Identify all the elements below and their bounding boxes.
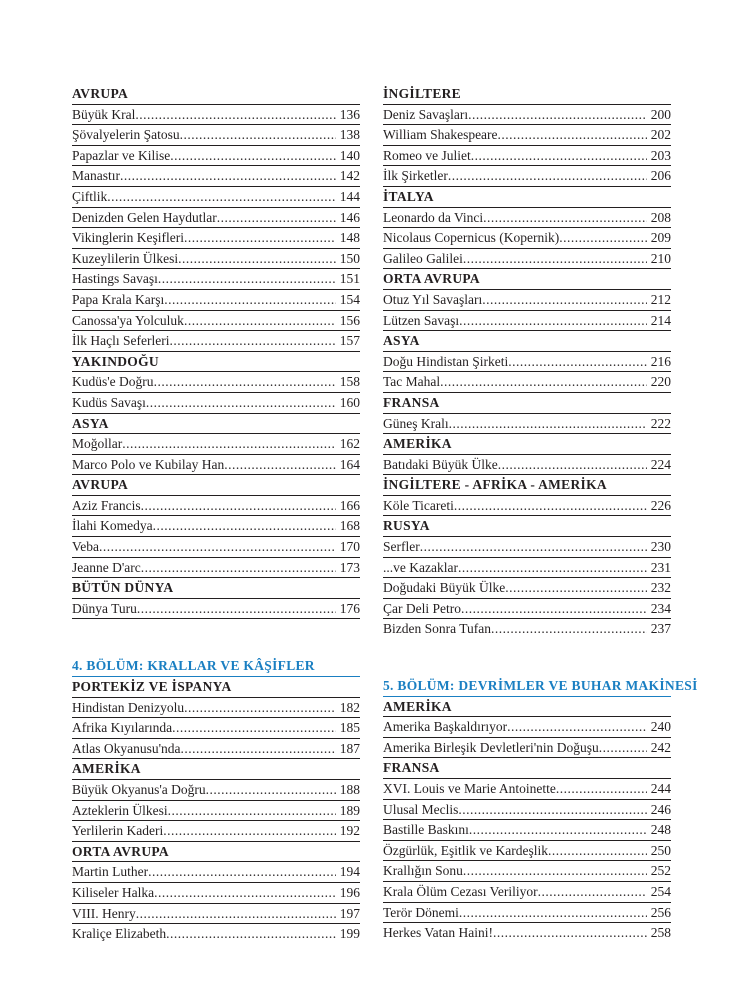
entry-title: Amerika Birleşik Devletleri'nin Doğuşu (383, 739, 599, 755)
entry-title: Serfler (383, 539, 420, 555)
toc-entry[interactable] (72, 187, 360, 208)
entry-title: Afrika Kıyılarında (72, 720, 173, 736)
entry-title: Aziz Francis (72, 497, 141, 513)
entry-page-number: 170 (339, 539, 360, 555)
entry-page-number: 150 (339, 250, 360, 266)
entry-page-number: 157 (339, 333, 360, 349)
dot-leader (420, 537, 647, 557)
entry-title: William Shakespeare (383, 127, 498, 143)
entry-title: VIII. Henry (72, 905, 136, 921)
toc-entry[interactable] (72, 924, 360, 944)
dot-leader (184, 311, 336, 331)
entry-title: İlk Şirketler (383, 168, 448, 184)
dot-leader (538, 882, 647, 902)
chapter-title: 4. BÖLÜM: KRALLAR VE KÂŞİFLER (72, 656, 360, 677)
dot-leader (146, 393, 336, 413)
entry-page-number: 189 (339, 802, 360, 818)
entry-page-number: 242 (650, 739, 671, 755)
dot-leader (498, 125, 647, 145)
entry-page-number: 142 (339, 168, 360, 184)
entry-page-number: 208 (650, 209, 671, 225)
toc-entry[interactable] (72, 146, 360, 167)
dot-leader (458, 558, 647, 578)
entry-page-number: 158 (339, 374, 360, 390)
toc-entry[interactable] (72, 904, 360, 925)
dot-leader (181, 739, 336, 759)
toc-entry[interactable] (383, 125, 671, 146)
toc-entry[interactable] (72, 599, 360, 620)
section-heading: BÜTÜN DÜNYA (72, 578, 360, 599)
entry-title: Martin Luther (72, 864, 149, 880)
toc-entry[interactable] (72, 228, 360, 249)
entry-title: Batıdaki Büyük Ülke (383, 456, 498, 472)
dot-leader (184, 228, 336, 248)
dot-leader (448, 166, 647, 186)
entry-page-number: 209 (650, 230, 671, 246)
toc-entry[interactable] (72, 331, 360, 352)
dot-leader (440, 372, 647, 392)
dot-leader (206, 780, 336, 800)
section-heading: İNGİLTERE - AFRİKA - AMERİKA (383, 475, 671, 496)
entry-title: Canossa'ya Yolculuk (72, 312, 184, 328)
entry-page-number: 202 (650, 127, 671, 143)
toc-entry[interactable] (383, 311, 671, 332)
section-heading: YAKINDOĞU (72, 352, 360, 373)
dot-leader (120, 166, 336, 186)
entry-page-number: 210 (650, 250, 671, 266)
toc-entry[interactable] (383, 290, 671, 311)
entry-page-number: 196 (339, 884, 360, 900)
dot-leader (454, 496, 647, 516)
toc-entry[interactable] (72, 434, 360, 455)
dot-leader (461, 599, 647, 619)
entry-title: Nicolaus Copernicus (Kopernik) (383, 230, 560, 246)
section-heading: İTALYA (383, 187, 671, 208)
entry-title: Köle Ticareti (383, 497, 454, 513)
toc-entry[interactable] (383, 903, 671, 924)
entry-title: Çiftlik (72, 188, 108, 204)
toc-entry[interactable] (72, 537, 360, 558)
toc-entry[interactable] (383, 779, 671, 800)
toc-entry[interactable] (72, 698, 360, 719)
entry-page-number: 230 (650, 539, 671, 555)
toc-entry[interactable] (72, 166, 360, 187)
section-heading: PORTEKİZ VE İSPANYA (72, 677, 360, 698)
section-heading: ORTA AVRUPA (72, 842, 360, 863)
toc-entry[interactable] (72, 125, 360, 146)
toc-entry[interactable] (72, 249, 360, 270)
toc-entry[interactable] (72, 269, 360, 290)
dot-leader (141, 496, 336, 516)
toc-entry[interactable] (383, 599, 671, 620)
dot-leader (459, 311, 647, 331)
entry-page-number: 232 (650, 580, 671, 596)
entry-page-number: 182 (339, 699, 360, 715)
toc-entry[interactable] (72, 862, 360, 883)
entry-page-number: 216 (650, 353, 671, 369)
toc-entry[interactable] (383, 861, 671, 882)
toc-section-group (72, 677, 360, 944)
toc-entry[interactable] (72, 496, 360, 517)
entry-page-number: 194 (339, 864, 360, 880)
toc-entry[interactable] (72, 311, 360, 332)
dot-leader (169, 331, 335, 351)
dot-leader (163, 821, 336, 841)
toc-entry[interactable] (72, 883, 360, 904)
entry-title: İlahi Komedya (72, 518, 153, 534)
dot-leader (508, 352, 647, 372)
dot-leader (217, 208, 336, 228)
entry-title: Doğudaki Büyük Ülke (383, 580, 506, 596)
toc-entry[interactable] (383, 738, 671, 759)
toc-entry[interactable] (72, 821, 360, 842)
entry-page-number: 234 (650, 600, 671, 616)
toc-entry[interactable] (383, 455, 671, 476)
entry-title: Hindistan Denizyolu (72, 699, 185, 715)
entry-page-number: 220 (650, 374, 671, 390)
toc-entry[interactable] (383, 146, 671, 167)
entry-title: Veba (72, 539, 99, 555)
dot-leader (184, 698, 336, 718)
entry-page-number: 250 (650, 842, 671, 858)
entry-page-number: 168 (339, 518, 360, 534)
entry-title: Bastille Baskını (383, 822, 469, 838)
entry-title: Hastings Savaşı (72, 271, 158, 287)
entry-title: Leonardo da Vinci (383, 209, 484, 225)
toc-entry[interactable] (72, 393, 360, 414)
entry-page-number: 258 (650, 925, 671, 941)
toc-entry[interactable] (72, 372, 360, 393)
section-heading: AVRUPA (72, 475, 360, 496)
entry-page-number: 136 (339, 106, 360, 122)
section-heading: İNGİLTERE (383, 84, 671, 105)
dot-leader (559, 228, 647, 248)
entry-page-number: 226 (650, 497, 671, 513)
section-heading: ASYA (72, 414, 360, 435)
entry-page-number: 154 (339, 291, 360, 307)
entry-title: Şövalyelerin Şatosu (72, 127, 180, 143)
entry-page-number: 237 (650, 621, 671, 637)
dot-leader (170, 146, 336, 166)
dot-leader (166, 924, 336, 944)
dot-leader (556, 779, 647, 799)
entry-page-number: 246 (650, 801, 671, 817)
section-heading: FRANSA (383, 393, 671, 414)
entry-page-number: 156 (339, 312, 360, 328)
entry-page-number: 140 (339, 147, 360, 163)
dot-leader (463, 249, 647, 269)
entry-title: Kudüs'e Doğru (72, 374, 154, 390)
entry-title: ...ve Kazaklar (383, 559, 458, 575)
entry-page-number: 256 (650, 904, 671, 920)
dot-leader (468, 105, 647, 125)
entry-page-number: 192 (339, 823, 360, 839)
entry-title: Galileo Galilei (383, 250, 463, 266)
dot-leader (135, 105, 335, 125)
toc-entry[interactable] (383, 166, 671, 187)
dot-leader (154, 883, 336, 903)
entry-page-number: 224 (650, 456, 671, 472)
section-heading: ASYA (383, 331, 671, 352)
entry-page-number: 185 (339, 720, 360, 736)
toc-entry[interactable] (383, 414, 671, 435)
entry-page-number: 138 (339, 127, 360, 143)
entry-title: Jeanne D'arc (72, 559, 141, 575)
dot-leader (178, 249, 336, 269)
dot-leader (122, 434, 336, 454)
entry-page-number: 214 (650, 312, 671, 328)
dot-leader (136, 904, 336, 924)
entry-page-number: 222 (650, 415, 671, 431)
entry-title: Deniz Savaşları (383, 106, 469, 122)
entry-page-number: 146 (339, 209, 360, 225)
dot-leader (449, 414, 647, 434)
dot-leader (141, 558, 336, 578)
dot-leader (493, 923, 647, 943)
toc-entry[interactable] (383, 352, 671, 373)
entry-title: Güneş Kralı (383, 415, 449, 431)
entry-title: Marco Polo ve Kubilay Han (72, 456, 225, 472)
entry-title: Lützen Savaşı (383, 312, 460, 328)
entry-title: Büyük Okyanus'a Doğru (72, 782, 206, 797)
entry-title: Vikinglerin Keşifleri (72, 230, 185, 246)
entry-title: İlk Haçlı Seferleri (72, 333, 170, 349)
dot-leader (180, 125, 336, 145)
dot-leader (168, 801, 336, 821)
entry-page-number: 240 (650, 719, 671, 735)
entry-title: XVI. Louis ve Marie Antoinette (383, 781, 556, 796)
entry-page-number: 166 (339, 497, 360, 513)
dot-leader (224, 455, 336, 475)
dot-leader (153, 516, 336, 536)
entry-page-number: 187 (339, 740, 360, 756)
toc-section-group (72, 84, 360, 619)
toc-entry[interactable] (72, 105, 360, 126)
toc-entry[interactable] (383, 619, 671, 639)
entry-title: Terör Dönemi (383, 904, 459, 920)
entry-page-number: 199 (339, 926, 360, 942)
entry-page-number: 252 (650, 863, 671, 879)
entry-title: Dünya Turu (72, 600, 137, 616)
entry-title: Kiliseler Halka (72, 884, 155, 900)
entry-page-number: 203 (650, 147, 671, 163)
toc-entry[interactable] (72, 558, 360, 579)
toc-entry[interactable] (72, 780, 360, 801)
entry-page-number: 254 (650, 883, 671, 899)
entry-page-number: 164 (339, 456, 360, 472)
toc-entry[interactable] (72, 290, 360, 311)
entry-page-number: 176 (339, 600, 360, 616)
dot-leader (491, 619, 647, 639)
dot-leader (158, 269, 336, 289)
entry-title: Amerika Başkaldırıyor (383, 719, 508, 735)
entry-title: Ulusal Meclis (383, 801, 459, 817)
entry-page-number: 248 (650, 822, 671, 838)
section-heading: AMERİKA (383, 697, 671, 718)
section-heading: ORTA AVRUPA (383, 269, 671, 290)
entry-page-number: 197 (339, 905, 360, 921)
dot-leader (154, 372, 336, 392)
entry-page-number: 188 (339, 782, 360, 797)
dot-leader (107, 187, 335, 207)
toc-entry[interactable] (383, 537, 671, 558)
toc-section-group (383, 84, 671, 639)
entry-page-number: 151 (339, 271, 360, 287)
dot-leader (599, 738, 647, 758)
entry-page-number: 206 (650, 168, 671, 184)
toc-entry[interactable] (383, 558, 671, 579)
entry-page-number: 231 (650, 559, 671, 575)
toc-entry[interactable] (383, 105, 671, 126)
entry-title: Tac Mahal (383, 374, 441, 390)
dot-leader (172, 718, 336, 738)
toc-entry[interactable] (383, 578, 671, 599)
entry-title: Özgürlük, Eşitlik ve Kardeşlik (383, 842, 548, 858)
entry-page-number: 244 (650, 781, 671, 796)
entry-title: Çar Deli Petro (383, 600, 461, 616)
entry-title: Papazlar ve Kilise (72, 147, 171, 163)
toc-entry[interactable] (72, 516, 360, 537)
dot-leader (99, 537, 336, 557)
toc-entry[interactable] (383, 882, 671, 903)
entry-title: Papa Krala Karşı (72, 291, 165, 307)
toc-section-group (383, 697, 671, 943)
toc-entry[interactable] (72, 455, 360, 476)
toc-entry[interactable] (383, 249, 671, 270)
toc-entry[interactable] (383, 820, 671, 841)
dot-leader (469, 820, 647, 840)
entry-title: Moğollar (72, 436, 123, 452)
dot-leader (471, 146, 647, 166)
entry-page-number: 148 (339, 230, 360, 246)
section-heading: RUSYA (383, 516, 671, 537)
toc-entry[interactable] (72, 208, 360, 229)
entry-title: Krala Ölüm Cezası Veriliyor (383, 883, 538, 899)
toc-right-column (383, 84, 698, 943)
toc-entry[interactable] (383, 496, 671, 517)
entry-page-number: 200 (650, 106, 671, 122)
entry-title: Romeo ve Juliet (383, 147, 471, 163)
toc-entry[interactable] (383, 372, 671, 393)
section-heading: AMERİKA (383, 434, 671, 455)
dot-leader (148, 862, 336, 882)
toc-entry[interactable] (383, 208, 671, 229)
section-heading: AVRUPA (72, 84, 360, 105)
entry-title: Kuzeylilerin Ülkesi (72, 250, 179, 266)
section-heading: AMERİKA (72, 759, 360, 780)
dot-leader (137, 599, 336, 619)
toc-entry[interactable] (72, 739, 360, 760)
entry-title: Kudüs Savaşı (72, 394, 146, 410)
toc-entry[interactable] (383, 228, 671, 249)
entry-page-number: 162 (339, 436, 360, 452)
section-heading: FRANSA (383, 758, 671, 779)
entry-title: Manastır (72, 168, 120, 184)
entry-title: Yerlilerin Kaderi (72, 823, 164, 839)
toc-left-column (72, 84, 360, 944)
dot-leader (548, 841, 647, 861)
dot-leader (459, 903, 647, 923)
entry-title: Herkes Vatan Haini! (383, 925, 493, 941)
chapter-title: 5. BÖLÜM: DEVRİMLER VE BUHAR MAKİNESİ (383, 676, 671, 697)
entry-page-number: 160 (339, 394, 360, 410)
entry-title: Atlas Okyanusu'nda (72, 740, 181, 756)
toc-entry[interactable] (383, 841, 671, 862)
dot-leader (505, 578, 647, 598)
entry-page-number: 212 (650, 291, 671, 307)
entry-page-number: 144 (339, 188, 360, 204)
dot-leader (498, 455, 647, 475)
toc-entry[interactable] (72, 718, 360, 739)
entry-title: Büyük Kral (72, 106, 136, 122)
toc-entry[interactable] (383, 717, 671, 738)
entry-page-number: 173 (339, 559, 360, 575)
toc-entry[interactable] (72, 801, 360, 822)
entry-title: Bizden Sonra Tufan (383, 621, 491, 637)
dot-leader (463, 861, 647, 881)
dot-leader (458, 800, 646, 820)
dot-leader (483, 208, 647, 228)
entry-title: Otuz Yıl Savaşları (383, 291, 483, 307)
dot-leader (482, 290, 647, 310)
entry-title: Azteklerin Ülkesi (72, 802, 168, 818)
entry-title: Denizden Gelen Haydutlar (72, 209, 217, 225)
entry-title: Krallığın Sonu (383, 863, 463, 879)
toc-entry[interactable] (383, 923, 671, 943)
dot-leader (164, 290, 336, 310)
entry-title: Doğu Hindistan Şirketi (383, 353, 509, 369)
toc-entry[interactable] (383, 800, 671, 821)
dot-leader (507, 717, 647, 737)
entry-title: Kraliçe Elizabeth (72, 926, 167, 942)
